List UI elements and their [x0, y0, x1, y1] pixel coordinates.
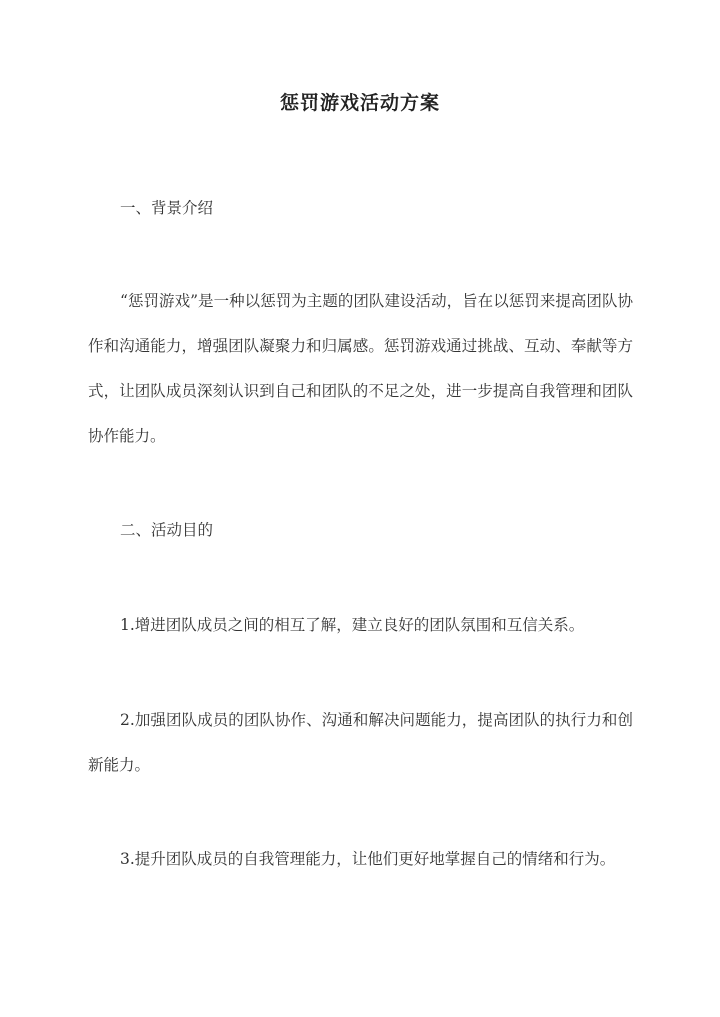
- section-heading-goals: 二、活动目的: [120, 521, 214, 539]
- goal-item-2: 2.加强团队成员的团队协作、沟通和解决问题能力，提高团队的执行力和创新能力。: [88, 711, 633, 774]
- document-title: 惩罚游戏活动方案: [279, 92, 440, 114]
- section-heading-background: 一、背景介绍: [120, 199, 214, 217]
- goal-item-1: 1.增进团队成员之间的相互了解，建立良好的团队氛围和互信关系。: [120, 616, 585, 634]
- background-paragraph: “惩罚游戏”是一种以惩罚为主题的团队建设活动，旨在以惩罚来提高团队协作和沟通能力，增强团队凝聚力和归属感。惩罚游戏通过挑战、互动、奉献等方式，让团队成员深刻认识到自己和团队的不足之处，进一步提高自我管理和团队协作能力。: [88, 292, 633, 445]
- goal-item-3: 3.提升团队成员的自我管理能力，让他们更好地掌握自己的情绪和行为。: [120, 850, 616, 868]
